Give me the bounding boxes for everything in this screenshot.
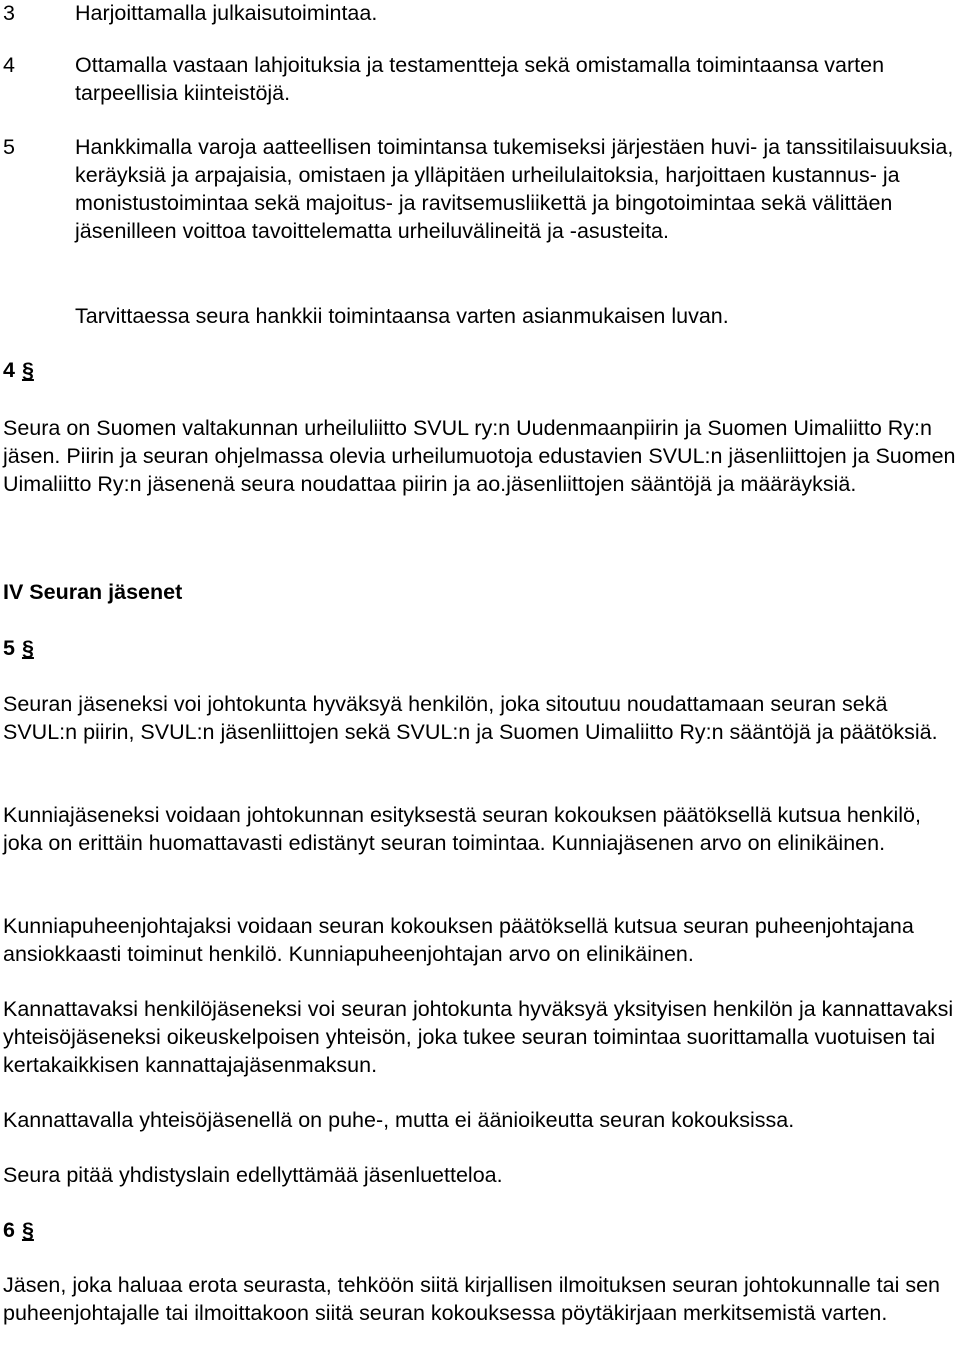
section-number: 6 — [3, 1218, 15, 1242]
list-item-number: 5 — [3, 135, 15, 159]
list-item-number: 3 — [3, 1, 15, 25]
section-symbol: § — [21, 636, 34, 660]
section-symbol: § — [21, 358, 34, 382]
section-number: 5 — [3, 636, 15, 660]
section-6-heading — [3, 1216, 959, 1244]
permit-paragraph: Tarvittaessa seura hankkii toimintaansa varten asianmukaisen luvan. — [75, 304, 729, 328]
list-item-text: Ottamalla vastaan lahjoituksia ja testamentteja sekä omistamalla toimintaansa varten tarpeellisia kiinteistöjä. — [75, 53, 885, 105]
section-4-paragraph: Seura on Suomen valtakunnan urheiluliitto SVUL ry:n Uudenmaanpiirin ja Suomen Uimaliitto Ry:n jäsen. Piirin ja seuran ohjelmassa olevia urheilumuotoja edustavien SVUL:n jäsenliittojen ja Suomen Uimaliitto Ry:n jäsenenä seura noudattaa piirin ja ao.jäsenliittojen sääntöjä ja määräyksiä. — [3, 416, 956, 496]
section-5-heading — [3, 634, 959, 662]
section-symbol: § — [21, 1218, 34, 1242]
section-5-paragraph: Kunniajäseneksi voidaan johtokunnan esityksestä seuran kokouksen päätöksellä kutsua henkilö, joka on erittäin huomattavasti edistänyt seuran toimintaa. Kunniajäsenen arvo on elinikäinen. — [3, 803, 921, 855]
section-number: 4 — [3, 358, 15, 382]
section-5-paragraph: Kunniapuheenjohtajaksi voidaan seuran kokouksen päätöksellä kutsua seuran puheenjohtajana ansiokkaasti toiminut henkilö. Kunniapuheenjohtajan arvo on elinikäinen. — [3, 914, 914, 966]
list-item-text: Hankkimalla varoja aatteellisen toimintansa tukemiseksi järjestäen huvi- ja tanssitilaisuuksia, keräyksiä ja arpajaisia, omistaen ja ylläpitäen urheilulaitoksia, harjoittaen kustannus- ja monistustoimintaa sekä majoitus- ja ravitsemusliikettä ja bingotoimintaa sekä välittäen jäsenilleen voittoa tavoittelematta urheiluvälineitä ja -asusteita. — [75, 135, 954, 243]
section-5-paragraph: Seura pitää yhdistyslain edellyttämää jäsenluetteloa. — [3, 1163, 503, 1187]
section-6-paragraph: Jäsen, joka haluaa erota seurasta, tehköön siitä kirjallisen ilmoituksen seuran johtokunnalle tai sen puheenjohtajalle tai ilmoittakoon siitä seuran kokouksessa pöytäkirjaan merkitsemistä varten. — [3, 1273, 940, 1325]
list-item-text: Harjoittamalla julkaisutoimintaa. — [75, 1, 378, 25]
section-5-paragraph: Kannattavalla yhteisöjäsenellä on puhe-, mutta ei äänioikeutta seuran kokouksissa. — [3, 1108, 795, 1132]
list-item-number: 4 — [3, 53, 15, 77]
chapter-heading: IV Seuran jäsenet — [3, 580, 183, 604]
section-5-paragraph: Kannattavaksi henkilöjäseneksi voi seuran johtokunta hyväksyä yksityisen henkilön ja kannattavaksi yhteisöjäseneksi oikeuskelpoisen yhteisön, joka tukee seuran toimintaa suorittamalla vuotuisen tai kertakaikkisen kannattajajäsenmaksun. — [3, 997, 954, 1077]
section-5-paragraph: Seuran jäseneksi voi johtokunta hyväksyä henkilön, joka sitoutuu noudattamaan seuran sekä SVUL:n piirin, SVUL:n jäsenliittojen sekä SVUL:n ja Suomen Uimaliitto Ry:n sääntöjä ja päätöksiä. — [3, 692, 938, 744]
section-4-heading — [3, 356, 959, 384]
